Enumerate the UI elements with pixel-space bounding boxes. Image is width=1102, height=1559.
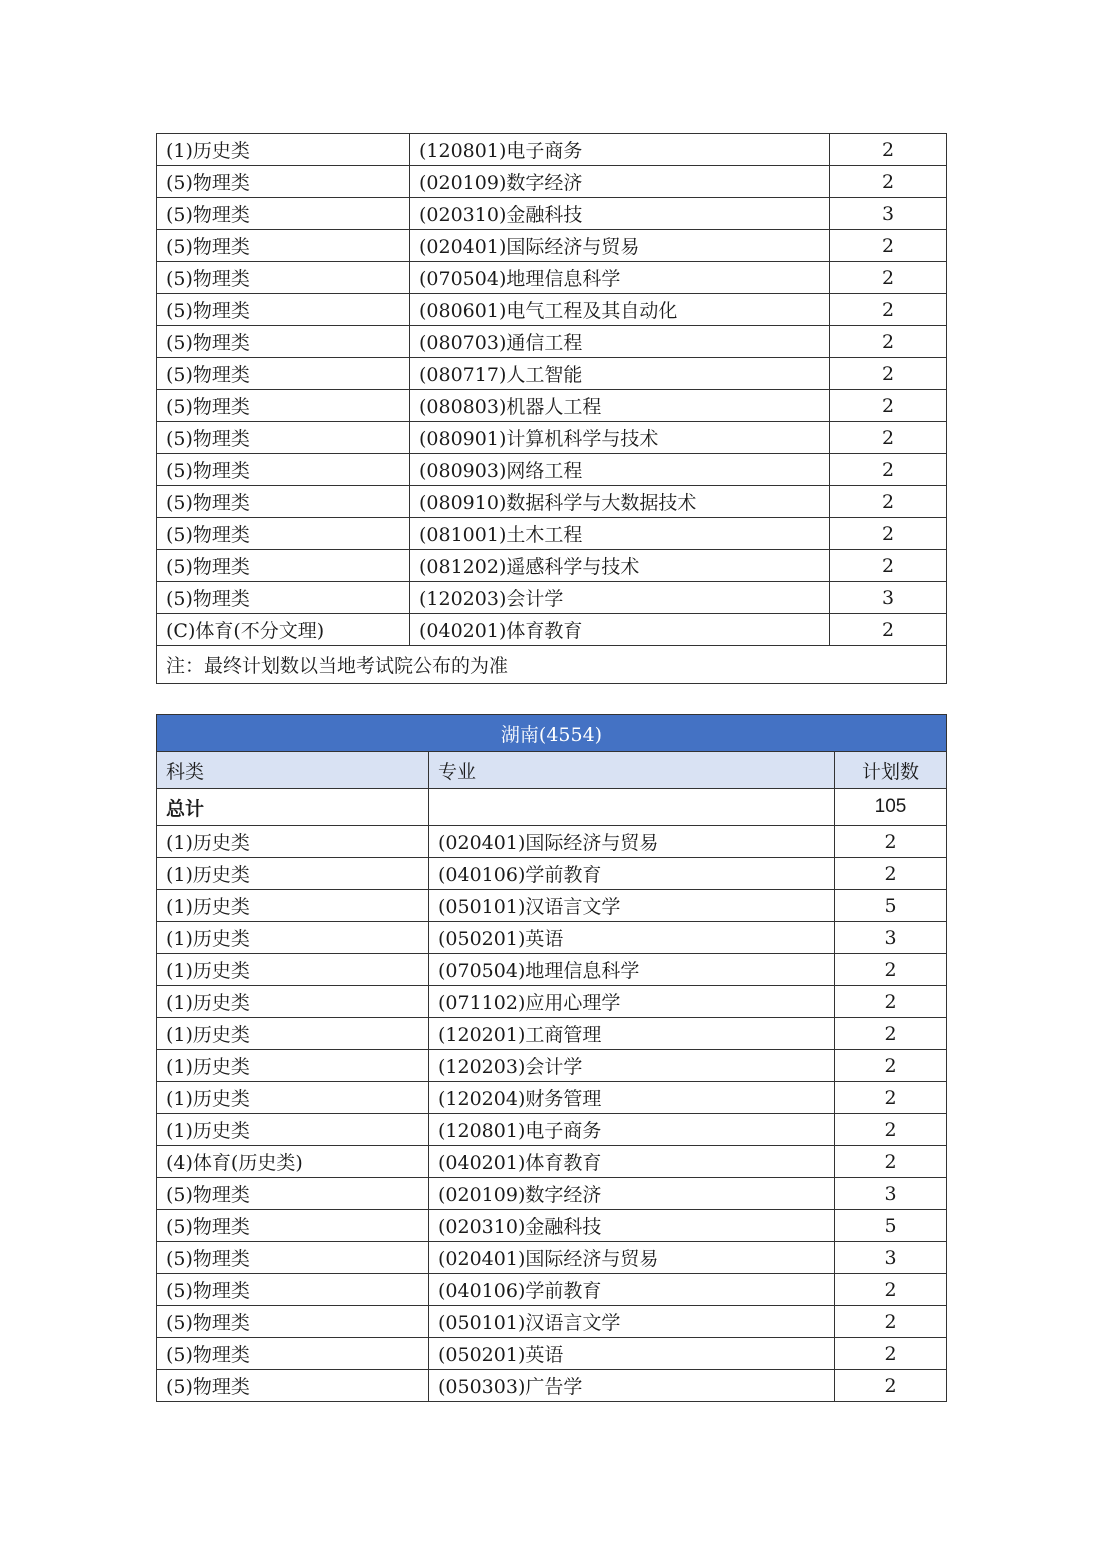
count-cell: 2	[830, 518, 947, 550]
count-cell: 2	[830, 390, 947, 422]
note-row	[157, 646, 947, 684]
major-cell: (020310)金融科技	[429, 1210, 835, 1242]
major-cell: (120801)电子商务	[429, 1114, 835, 1146]
table-row	[157, 1018, 947, 1050]
category-cell: (5)物理类	[157, 262, 410, 294]
category-cell: (5)物理类	[157, 358, 410, 390]
count-cell: 2	[835, 1018, 947, 1050]
major-cell: (040201)体育教育	[410, 614, 830, 646]
major-cell: (080910)数据科学与大数据技术	[410, 486, 830, 518]
category-cell: (5)物理类	[157, 454, 410, 486]
category-cell: (5)物理类	[157, 1242, 429, 1274]
count-cell: 2	[835, 1370, 947, 1402]
major-cell: (050201)英语	[429, 922, 835, 954]
enrollment-plan-table-continued	[156, 133, 947, 684]
category-cell: (5)物理类	[157, 166, 410, 198]
table-row	[157, 198, 947, 230]
count-cell: 2	[835, 826, 947, 858]
category-cell: (5)物理类	[157, 1370, 429, 1402]
major-cell: (020401)国际经济与贸易	[429, 1242, 835, 1274]
count-cell: 2	[835, 1146, 947, 1178]
category-cell: (1)历史类	[157, 134, 410, 166]
table-row	[157, 986, 947, 1018]
count-cell: 3	[835, 1178, 947, 1210]
table-row	[157, 1082, 947, 1114]
category-cell: (5)物理类	[157, 230, 410, 262]
category-cell: (5)物理类	[157, 1338, 429, 1370]
table-row	[157, 922, 947, 954]
major-cell: (020109)数字经济	[429, 1178, 835, 1210]
count-cell: 2	[835, 1082, 947, 1114]
count-cell: 3	[830, 198, 947, 230]
category-cell: (1)历史类	[157, 922, 429, 954]
count-cell: 2	[835, 1050, 947, 1082]
table-row	[157, 230, 947, 262]
table-row	[157, 1050, 947, 1082]
count-cell: 3	[835, 1242, 947, 1274]
count-cell: 2	[835, 1114, 947, 1146]
major-cell: (071102)应用心理学	[429, 986, 835, 1018]
major-cell: (040201)体育教育	[429, 1146, 835, 1178]
hunan-enrollment-plan-table	[156, 714, 947, 1402]
major-cell: (050101)汉语言文学	[429, 890, 835, 922]
count-cell: 2	[835, 1306, 947, 1338]
major-cell: (070504)地理信息科学	[410, 262, 830, 294]
table-row	[157, 858, 947, 890]
table-row	[157, 486, 947, 518]
major-cell: (040106)学前教育	[429, 858, 835, 890]
table-body	[157, 134, 947, 646]
major-cell: (020401)国际经济与贸易	[429, 826, 835, 858]
major-cell: (080903)网络工程	[410, 454, 830, 486]
table-row	[157, 1242, 947, 1274]
table-row	[157, 1210, 947, 1242]
category-cell: (5)物理类	[157, 518, 410, 550]
table-row	[157, 326, 947, 358]
major-cell: (081001)土木工程	[410, 518, 830, 550]
count-cell: 2	[830, 262, 947, 294]
category-cell: (5)物理类	[157, 550, 410, 582]
province-title-row	[157, 715, 947, 752]
table-row	[157, 954, 947, 986]
count-cell: 2	[830, 422, 947, 454]
category-cell: (1)历史类	[157, 986, 429, 1018]
count-cell: 2	[830, 294, 947, 326]
table-row	[157, 582, 947, 614]
major-cell: (080703)通信工程	[410, 326, 830, 358]
table-row	[157, 422, 947, 454]
major-cell: (120203)会计学	[429, 1050, 835, 1082]
table-row	[157, 1370, 947, 1402]
province-title: 湖南(4554)	[157, 715, 947, 752]
major-cell: (050201)英语	[429, 1338, 835, 1370]
category-cell: (5)物理类	[157, 1210, 429, 1242]
column-header-row	[157, 752, 947, 789]
count-cell: 2	[830, 550, 947, 582]
count-cell: 2	[835, 986, 947, 1018]
major-cell: (081202)遥感科学与技术	[410, 550, 830, 582]
major-cell: (120201)工商管理	[429, 1018, 835, 1050]
category-cell: (5)物理类	[157, 582, 410, 614]
major-cell: (080901)计算机科学与技术	[410, 422, 830, 454]
major-cell: (020310)金融科技	[410, 198, 830, 230]
count-cell: 2	[830, 486, 947, 518]
table-body	[157, 826, 947, 1402]
major-cell: (120801)电子商务	[410, 134, 830, 166]
major-cell: (120203)会计学	[410, 582, 830, 614]
category-cell: (5)物理类	[157, 326, 410, 358]
major-cell: (120204)财务管理	[429, 1082, 835, 1114]
category-cell: (1)历史类	[157, 1018, 429, 1050]
table-row	[157, 890, 947, 922]
table-row	[157, 262, 947, 294]
category-cell: (5)物理类	[157, 486, 410, 518]
table-row	[157, 134, 947, 166]
major-cell: (050101)汉语言文学	[429, 1306, 835, 1338]
category-cell: (4)体育(历史类)	[157, 1146, 429, 1178]
count-cell: 3	[835, 922, 947, 954]
count-cell: 2	[835, 1338, 947, 1370]
table-row	[157, 294, 947, 326]
column-header-category: 科类	[157, 752, 429, 789]
count-cell: 2	[835, 1274, 947, 1306]
table-row	[157, 1146, 947, 1178]
table-row	[157, 1178, 947, 1210]
table-row	[157, 1274, 947, 1306]
count-cell: 3	[830, 582, 947, 614]
count-cell: 2	[830, 326, 947, 358]
count-cell: 2	[830, 614, 947, 646]
category-cell: (1)历史类	[157, 858, 429, 890]
major-cell: (080803)机器人工程	[410, 390, 830, 422]
table-row	[157, 1306, 947, 1338]
count-cell: 2	[835, 954, 947, 986]
category-cell: (5)物理类	[157, 422, 410, 454]
total-count: 105	[835, 789, 947, 826]
category-cell: (C)体育(不分文理)	[157, 614, 410, 646]
count-cell: 2	[830, 134, 947, 166]
total-major	[429, 789, 835, 826]
table-row	[157, 518, 947, 550]
table-row	[157, 826, 947, 858]
table-row	[157, 1338, 947, 1370]
count-cell: 2	[830, 230, 947, 262]
category-cell: (1)历史类	[157, 1114, 429, 1146]
category-cell: (5)物理类	[157, 294, 410, 326]
category-cell: (1)历史类	[157, 1082, 429, 1114]
category-cell: (5)物理类	[157, 198, 410, 230]
major-cell: (080717)人工智能	[410, 358, 830, 390]
table-row	[157, 614, 947, 646]
table-row	[157, 550, 947, 582]
table-row	[157, 166, 947, 198]
total-label: 总计	[157, 789, 429, 826]
note-text: 注：最终计划数以当地考试院公布的为准	[157, 646, 947, 684]
count-cell: 2	[830, 454, 947, 486]
major-cell: (020109)数字经济	[410, 166, 830, 198]
major-cell: (070504)地理信息科学	[429, 954, 835, 986]
column-header-major: 专业	[429, 752, 835, 789]
table-row	[157, 390, 947, 422]
count-cell: 5	[835, 1210, 947, 1242]
table-row	[157, 358, 947, 390]
major-cell: (040106)学前教育	[429, 1274, 835, 1306]
total-row	[157, 789, 947, 826]
count-cell: 2	[830, 358, 947, 390]
column-header-count: 计划数	[835, 752, 947, 789]
table-row	[157, 454, 947, 486]
category-cell: (1)历史类	[157, 890, 429, 922]
table-row	[157, 1114, 947, 1146]
category-cell: (1)历史类	[157, 954, 429, 986]
major-cell: (020401)国际经济与贸易	[410, 230, 830, 262]
category-cell: (1)历史类	[157, 1050, 429, 1082]
category-cell: (5)物理类	[157, 1178, 429, 1210]
count-cell: 5	[835, 890, 947, 922]
category-cell: (5)物理类	[157, 1274, 429, 1306]
category-cell: (1)历史类	[157, 826, 429, 858]
category-cell: (5)物理类	[157, 1306, 429, 1338]
major-cell: (050303)广告学	[429, 1370, 835, 1402]
count-cell: 2	[830, 166, 947, 198]
count-cell: 2	[835, 858, 947, 890]
major-cell: (080601)电气工程及其自动化	[410, 294, 830, 326]
category-cell: (5)物理类	[157, 390, 410, 422]
